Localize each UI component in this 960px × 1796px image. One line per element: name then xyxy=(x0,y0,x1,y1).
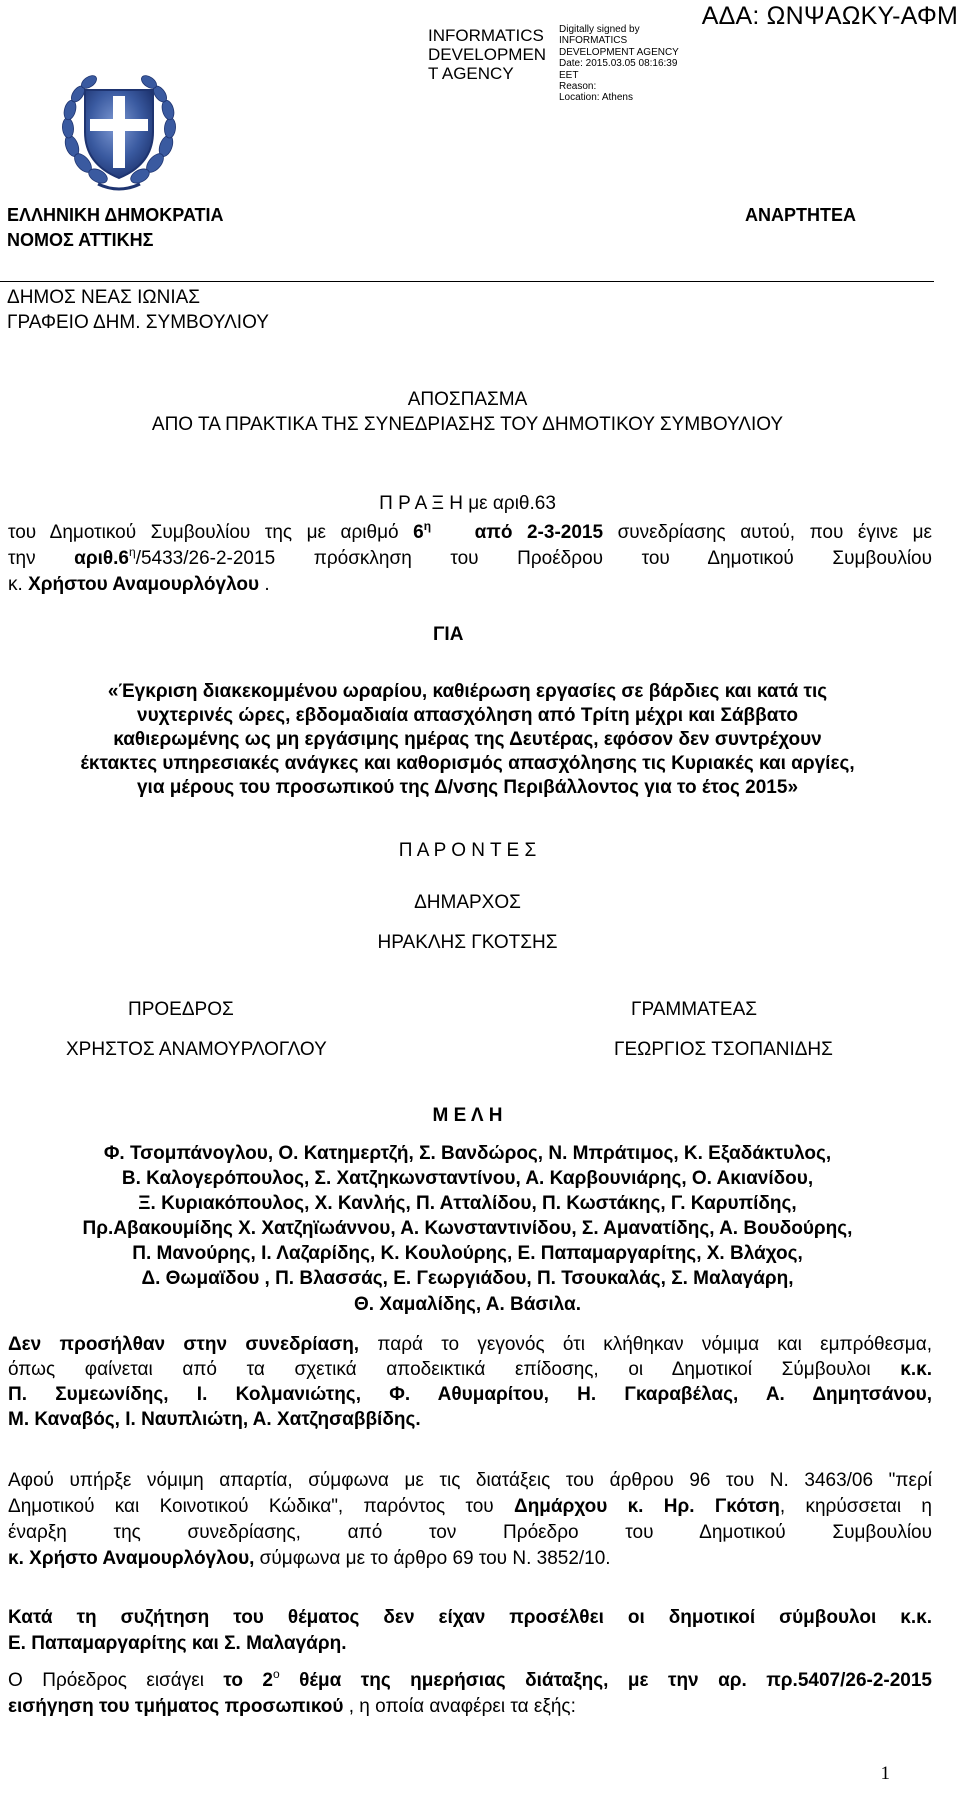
absent-line-3: Π. Συμεωνίδης, Ι. Κολμανιώτης, Φ. Αθυμαρίτου, Η. Γκαραβέλας, Α. Δημητσάνου, xyxy=(8,1384,932,1405)
municipality-name: ΔΗΜΟΣ ΝΕΑΣ ΙΩΝΙΑΣ xyxy=(7,287,201,308)
text-bold: από 2-3-2015 xyxy=(474,522,604,543)
mayor-name: ΗΡΑΚΛΗΣ ΓΚΟΤΣΗΣ xyxy=(377,932,558,953)
signature-details xyxy=(559,24,699,104)
office-name: ΓΡΑΦΕΙΟ ΔΗΜ. ΣΥΜΒΟΥΛΙΟΥ xyxy=(7,312,269,333)
text: Δημοτικού και Κοινοτικού Κώδικα", παρόντος του xyxy=(8,1496,515,1517)
header-office xyxy=(7,285,269,335)
superscript: η xyxy=(423,519,432,533)
subject-line: «Έγκριση διακεκομμένου ωραρίου, καθιέρωση εργασίες σε βάρδιες και κατά τις xyxy=(107,681,828,702)
signature-detail-line: Reason: xyxy=(559,81,597,93)
superscript: η xyxy=(129,545,136,559)
text-bold: εισήγηση του τμήματος προσωπικού xyxy=(8,1696,344,1717)
absent-line-4: Μ. Καναβός, Ι. Ναυπλιώτη, Α. Χατζησαββίδης. xyxy=(8,1409,421,1430)
absent-line-1 xyxy=(8,1332,932,1358)
signature-signer xyxy=(428,26,556,83)
text: . xyxy=(259,574,270,595)
mayor-title: ΔΗΜΑΡΧΟΣ xyxy=(414,892,521,913)
text-bold: κ.κ. xyxy=(900,1359,932,1380)
subject-line: έκτακτες υπηρεσιακές ανάγκες και καθορισμός απασχόλησης τις Κυριακές και αργίες, xyxy=(80,753,855,774)
praxis-number: Π Ρ Α Ξ Η με αριθ.63 xyxy=(379,493,556,514)
secretary-title: ΓΡΑΜΜΑΤΕΑΣ xyxy=(631,999,758,1020)
header-republic: ΕΛΛΗΝΙΚΗ ΔΗΜΟΚΡΑΤΙΑ xyxy=(7,205,224,225)
text: , κηρύσσεται η xyxy=(779,1496,932,1517)
text-bold: αριθ.6 xyxy=(74,548,129,569)
members-line: Π. Μανούρης, Ι. Λαζαρίδης, Κ. Κουλούρης, Ε. Παπαμαργαρίτης, Χ. Βλάχος, xyxy=(132,1243,803,1264)
members-line: Θ. Χαμαλίδης, Α. Βάσιλα. xyxy=(354,1294,581,1315)
signature-detail-line: EET xyxy=(559,69,579,81)
praxis-line-1 xyxy=(8,520,932,546)
state-emblem-icon xyxy=(58,66,180,196)
members-line: Δ. Θωμαϊδου , Π. Βλασσάς, Ε. Γεωργιάδου, Π. Τσουκαλάς, Σ. Μαλαγάρη, xyxy=(141,1268,794,1289)
members-line: Φ. Τσομπάνογλου, Ο. Κατημερτζή, Σ. Βανδώρος, Ν. Μπράτιμος, Κ. Εξαδάκτυλος, xyxy=(103,1143,832,1164)
quorum-line-1: Αφού υπήρξε νόμιμη απαρτία, σύμφωνα με τις διατάξεις του άρθρου 96 του Ν. 3463/06 "περί xyxy=(8,1470,932,1491)
signer-line: INFORMATICS xyxy=(428,26,544,45)
signature-detail-line: Date: 2015.03.05 08:16:39 xyxy=(559,58,678,70)
ada-code: ΑΔΑ: ΩΝΨΑΩΚΥ-ΑΦΜ xyxy=(701,2,958,30)
text: /5433/26-2-2015 πρόσκληση του Προέδρου του Δημοτικού Συμβουλίου xyxy=(135,548,932,569)
members-line: Πρ.Αβακουμίδης Χ. Χατζηϊωάννου, Α. Κωνσταντινίδου, Σ. Αμανατίδης, Α. Βουδούρης, xyxy=(82,1218,853,1239)
secretary-name: ΓΕΩΡΓΙΟΣ ΤΣΟΠΑΝΙΔΗΣ xyxy=(614,1039,833,1060)
text: παρά το γεγονός ότι κλήθηκαν νόμιμα και εμπρόθεσμα, xyxy=(359,1334,932,1355)
subject-line: νυχτερινές ώρες, εβδομαδιαία απασχόληση από Τρίτη μέχρι και Σάββατο xyxy=(137,705,798,726)
text: την xyxy=(8,548,75,569)
subject-line: για μέρους του προσωπικού της Δ/νσης Περιβάλλοντος για το έτος 2015» xyxy=(136,777,799,798)
praxis-line-2 xyxy=(8,546,932,572)
superscript: ο xyxy=(273,1667,280,1681)
text-bold: 6 xyxy=(413,522,424,543)
discussion-line-1: Κατά τη συζήτηση του θέματος δεν είχαν προσέλθει οι δημοτικοί σύμβουλοι κ.κ. xyxy=(8,1607,932,1628)
text: , η οποία αναφέρει τα εξής: xyxy=(343,1696,576,1717)
members-line: Ξ. Κυριακόπουλος, Χ. Κανλής, Π. Ατταλίδου, Π. Κωστάκης, Γ. Καρυπίδης, xyxy=(138,1193,797,1214)
president-title: ΠΡΟΕΔΡΟΣ xyxy=(128,999,234,1020)
subject-line: καθιερωμένης ως μη εργάσιμης ημέρας της Δευτέρας, εφόσον δεν συντρέχουν xyxy=(113,729,822,750)
quorum-line-3: έναρξη της συνεδρίασης, από τον Πρόεδρο του Δημοτικού Συμβουλίου xyxy=(8,1522,932,1543)
praxis-line-3 xyxy=(8,572,932,598)
quorum-line-4 xyxy=(8,1546,932,1572)
absent-line-2 xyxy=(8,1357,932,1383)
header-left xyxy=(7,203,223,253)
text: Ο Πρόεδρος εισάγει xyxy=(8,1670,224,1691)
text-bold: Δημάρχου κ. Ηρ. Γκότση xyxy=(514,1496,780,1517)
text: όπως φαίνεται από τα σχετικά αποδεικτικά επίδοσης, οι Δημοτικοί Σύμβουλοι xyxy=(8,1359,901,1380)
text-bold: το 2 xyxy=(223,1670,274,1691)
document-title: ΑΠΟΣΠΑΣΜΑ xyxy=(407,389,528,410)
president-name: ΧΡΗΣΤΟΣ ΑΝΑΜΟΥΡΛΟΓΛΟΥ xyxy=(66,1039,327,1060)
page-number: 1 xyxy=(880,1763,890,1784)
text-bold: Χρήστου Αναμουρλόγλου xyxy=(28,574,260,595)
discussion-line-2: Ε. Παπαμαργαρίτης και Σ. Μαλαγάρη. xyxy=(8,1633,347,1654)
agenda-line-2 xyxy=(8,1694,932,1720)
text: συνεδρίασης αυτού, που έγινε με xyxy=(603,522,933,543)
status-label: ΑΝΑΡΤΗΤΕΑ xyxy=(745,205,856,225)
text-bold: θέμα της ημερήσιας διάταξης, με την αρ. πρ.5407/26-2-2015 xyxy=(279,1670,933,1691)
signer-line: T AGENCY xyxy=(428,64,514,83)
signature-detail-line: DEVELOPMENT AGENCY xyxy=(559,46,679,58)
quorum-line-2 xyxy=(8,1494,932,1520)
subject-label: ΓΙΑ xyxy=(433,624,464,645)
agenda-line-1 xyxy=(8,1668,932,1694)
signature-detail-line: INFORMATICS xyxy=(559,35,628,47)
signer-line: DEVELOPMEN xyxy=(428,45,547,64)
text: κ. xyxy=(8,574,29,595)
signature-detail-line: Digitally signed by xyxy=(559,24,640,35)
document-subtitle: ΑΠΟ ΤΑ ΠΡΑΚΤΙΚΑ ΤΗΣ ΣΥΝΕΔΡΙΑΣΗΣ ΤΟΥ ΔΗΜΟΤΙΚΟΥ ΣΥΜΒΟΥΛΙΟΥ xyxy=(151,414,784,435)
members-heading: Μ Ε Λ Η xyxy=(432,1105,503,1126)
present-heading: Π Α Ρ Ο Ν Τ Ε Σ xyxy=(398,840,537,861)
header-prefecture: ΝΟΜΟΣ ΑΤΤΙΚΗΣ xyxy=(7,230,154,250)
text-bold: κ. Χρήστο Αναμουρλόγλου, xyxy=(8,1548,255,1569)
text-bold: Δεν προσήλθαν στην συνεδρίαση, xyxy=(8,1334,360,1355)
text: σύμφωνα με το άρθρο 69 του Ν. 3852/10. xyxy=(254,1548,611,1569)
members-line: Β. Καλογερόπουλος, Σ. Χατζηκωνσταντίνου, Α. Καρβουνιάρης, Ο. Ακιανίδου, xyxy=(121,1168,814,1189)
signature-detail-line: Location: Athens xyxy=(559,92,633,104)
text: του Δημοτικού Συμβουλίου της με αριθμό xyxy=(8,522,414,543)
header-divider xyxy=(0,281,934,282)
